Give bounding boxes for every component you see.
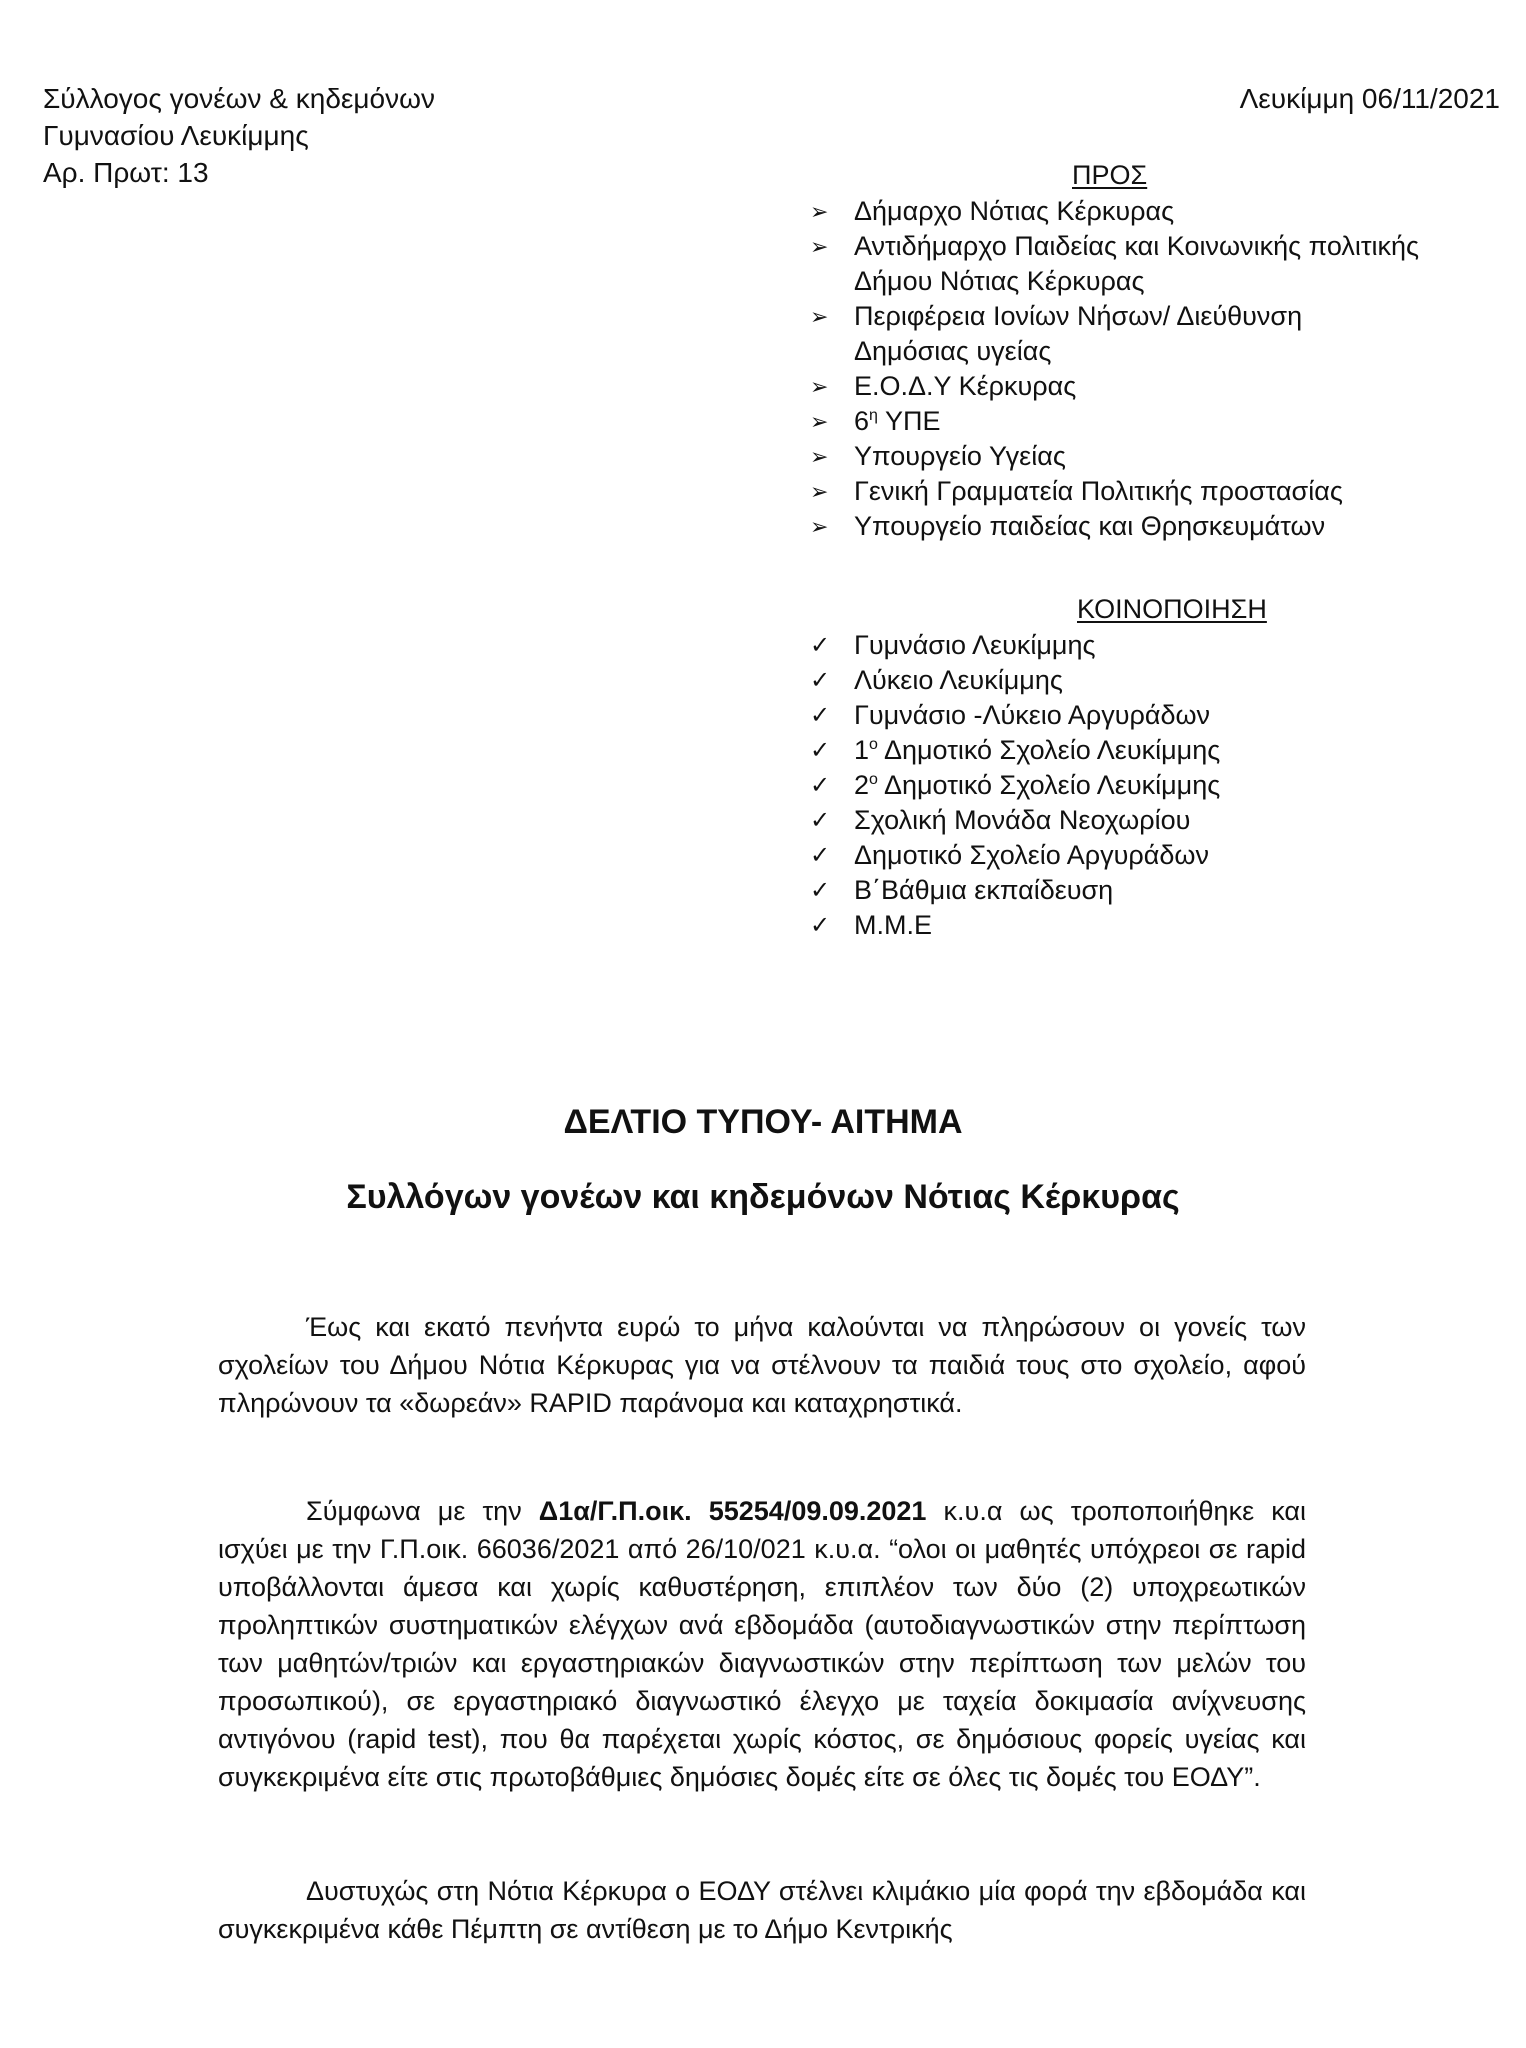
cc-item: ✓ $1^o$ Δημοτικό Σχολείο Λευκίμμης — [810, 733, 1220, 768]
cc-item: ✓ Σχολική Μονάδα Νεοχωρίου — [810, 803, 1220, 838]
checkmark-bullet-icon: ✓ — [810, 702, 831, 729]
cc-item: ✓ Γυμνάσιο -Λύκειο Αργυράδων — [810, 698, 1220, 733]
arrow-bullet-icon: ➢ — [810, 199, 829, 224]
recipient-item: ➢ $6^\eta$ ΥΠΕ — [810, 404, 1419, 439]
recipients-title: ΠΡΟΣ — [1072, 160, 1148, 190]
cc-item: ✓ Δημοτικό Σχολείο Αργυράδων — [810, 838, 1220, 873]
press-release-title: ΔΕΛΤΙΟ ΤΥΠΟΥ- ΑΙΤΗΜΑ — [563, 1103, 963, 1141]
cc-list — [810, 628, 1220, 943]
checkmark-bullet-icon: ✓ — [810, 772, 831, 799]
recipient-item: ➢ Ε.Ο.Δ.Υ Κέρκυρας — [810, 369, 1419, 404]
arrow-bullet-icon: ➢ — [810, 304, 829, 329]
decision-reference: Δ1α/Γ.Π.οικ. 55254/09.09.2021 — [538, 1496, 927, 1526]
body-paragraph-3: Δυστυχώς στη Νότια Κέρκυρα ο ΕΟΔΥ στέλνει κλιμάκιο μία φορά την εβδομάδα και συγκεκριμένα κάθε Πέμπτη σε αντίθεση με το Δήμο Κεντρικής — [218, 1876, 1306, 1944]
recipient-item: ➢ Αντιδήμαρχο Παιδείας και Κοινωνικής πολιτικής Δήμου Νότιας Κέρκυρας — [810, 231, 1420, 296]
checkmark-bullet-icon: ✓ — [810, 912, 831, 939]
recipients-list — [810, 194, 1419, 544]
checkmark-bullet-icon: ✓ — [810, 667, 831, 694]
arrow-bullet-icon: ➢ — [810, 514, 829, 539]
sender-school: Γυμνασίου Λευκίμμης — [43, 120, 309, 151]
recipient-item: ➢ Υπουργείο παιδείας και Θρησκευμάτων — [810, 509, 1419, 544]
cc-item: ✓ Γυμνάσιο Λευκίμμης — [810, 628, 1220, 663]
recipient-item: ➢ Υπουργείο Υγείας — [810, 439, 1419, 474]
checkmark-bullet-icon: ✓ — [810, 842, 831, 869]
checkmark-bullet-icon: ✓ — [810, 632, 831, 659]
arrow-bullet-icon: ➢ — [810, 479, 829, 504]
recipient-item: ➢ Περιφέρεια Ιονίων Νήσων/ Διεύθυνση Δημόσιας υγείας — [810, 301, 1303, 366]
cc-item: ✓ Β΄Βάθμια εκπαίδευση — [810, 873, 1220, 908]
arrow-bullet-icon: ➢ — [810, 409, 829, 434]
sender-block — [43, 80, 435, 191]
checkmark-bullet-icon: ✓ — [810, 807, 831, 834]
sender-association: Σύλλογος γονέων & κηδεμόνων — [43, 83, 435, 114]
cc-item: ✓ Λύκειο Λευκίμμης — [810, 663, 1220, 698]
arrow-bullet-icon: ➢ — [810, 234, 829, 259]
document-date: Λευκίμμη 06/11/2021 — [1239, 83, 1500, 114]
body-paragraph-1: Έως και εκατό πενήντα ευρώ το μήνα καλούνται να πληρώσουν οι γονείς των σχολείων του Δήμου Νότια Κέρκυρας για να στέλνουν τα παιδιά τους στο σχολείο, αφού πληρώνουν τα «δωρεάν» RAPID παράνομα και καταχρηστικά. — [218, 1312, 1306, 1418]
arrow-bullet-icon: ➢ — [810, 444, 829, 469]
press-release-subtitle: Συλλόγων γονέων και κηδεμόνων Νότιας Κέρκυρας — [346, 1178, 1180, 1216]
recipient-item: ➢ Γενική Γραμματεία Πολιτικής προστασίας — [810, 474, 1419, 509]
body-paragraph-2: Σύμφωνα με την Δ1α/Γ.Π.οικ. 55254/09.09.2021 κ.υ.α ως τροποποιήθηκε και ισχύει με την Γ.Π.οικ. 66036/2021 από 26/10/021 κ.υ.α. “ολοι οι μαθητές υπόχρεοι σε rapid υποβάλλονται άμεσα και χωρίς καθυστέρηση, επιπλέον των δύο (2) υποχρεωτικών προληπτικών συστηματικών ελέγχων ανά εβδομάδα (αυτοδιαγνωστικών στην περίπτωση των μαθητών/τριών και εργαστηριακών διαγνωστικών στην περίπτωση των μελών του προσωπικού), σε εργαστηριακό διαγνωστικό έλεγχο με ταχεία δοκιμασία ανίχνευσης αντιγόνου (rapid test), που θα παρέχεται χωρίς κόστος, σε δημόσιους φορείς υγείας και συγκεκριμένα είτε στις πρωτοβάθμιες δημόσιες δομές είτε σε όλες τις δομές του ΕΟΔΥ”. — [218, 1496, 1306, 1792]
cc-item: ✓ $2^o$ Δημοτικό Σχολείο Λευκίμμης — [810, 768, 1220, 803]
cc-title: ΚΟΙΝΟΠΟΙΗΣΗ — [1077, 594, 1267, 624]
checkmark-bullet-icon: ✓ — [810, 877, 831, 904]
cc-item: ✓ Μ.Μ.Ε — [810, 908, 1220, 943]
sender-protocol-number: Αρ. Πρωτ: 13 — [43, 157, 209, 188]
recipient-item: ➢ Δήμαρχο Νότιας Κέρκυρας — [810, 194, 1419, 229]
checkmark-bullet-icon: ✓ — [810, 737, 831, 764]
arrow-bullet-icon: ➢ — [810, 374, 829, 399]
